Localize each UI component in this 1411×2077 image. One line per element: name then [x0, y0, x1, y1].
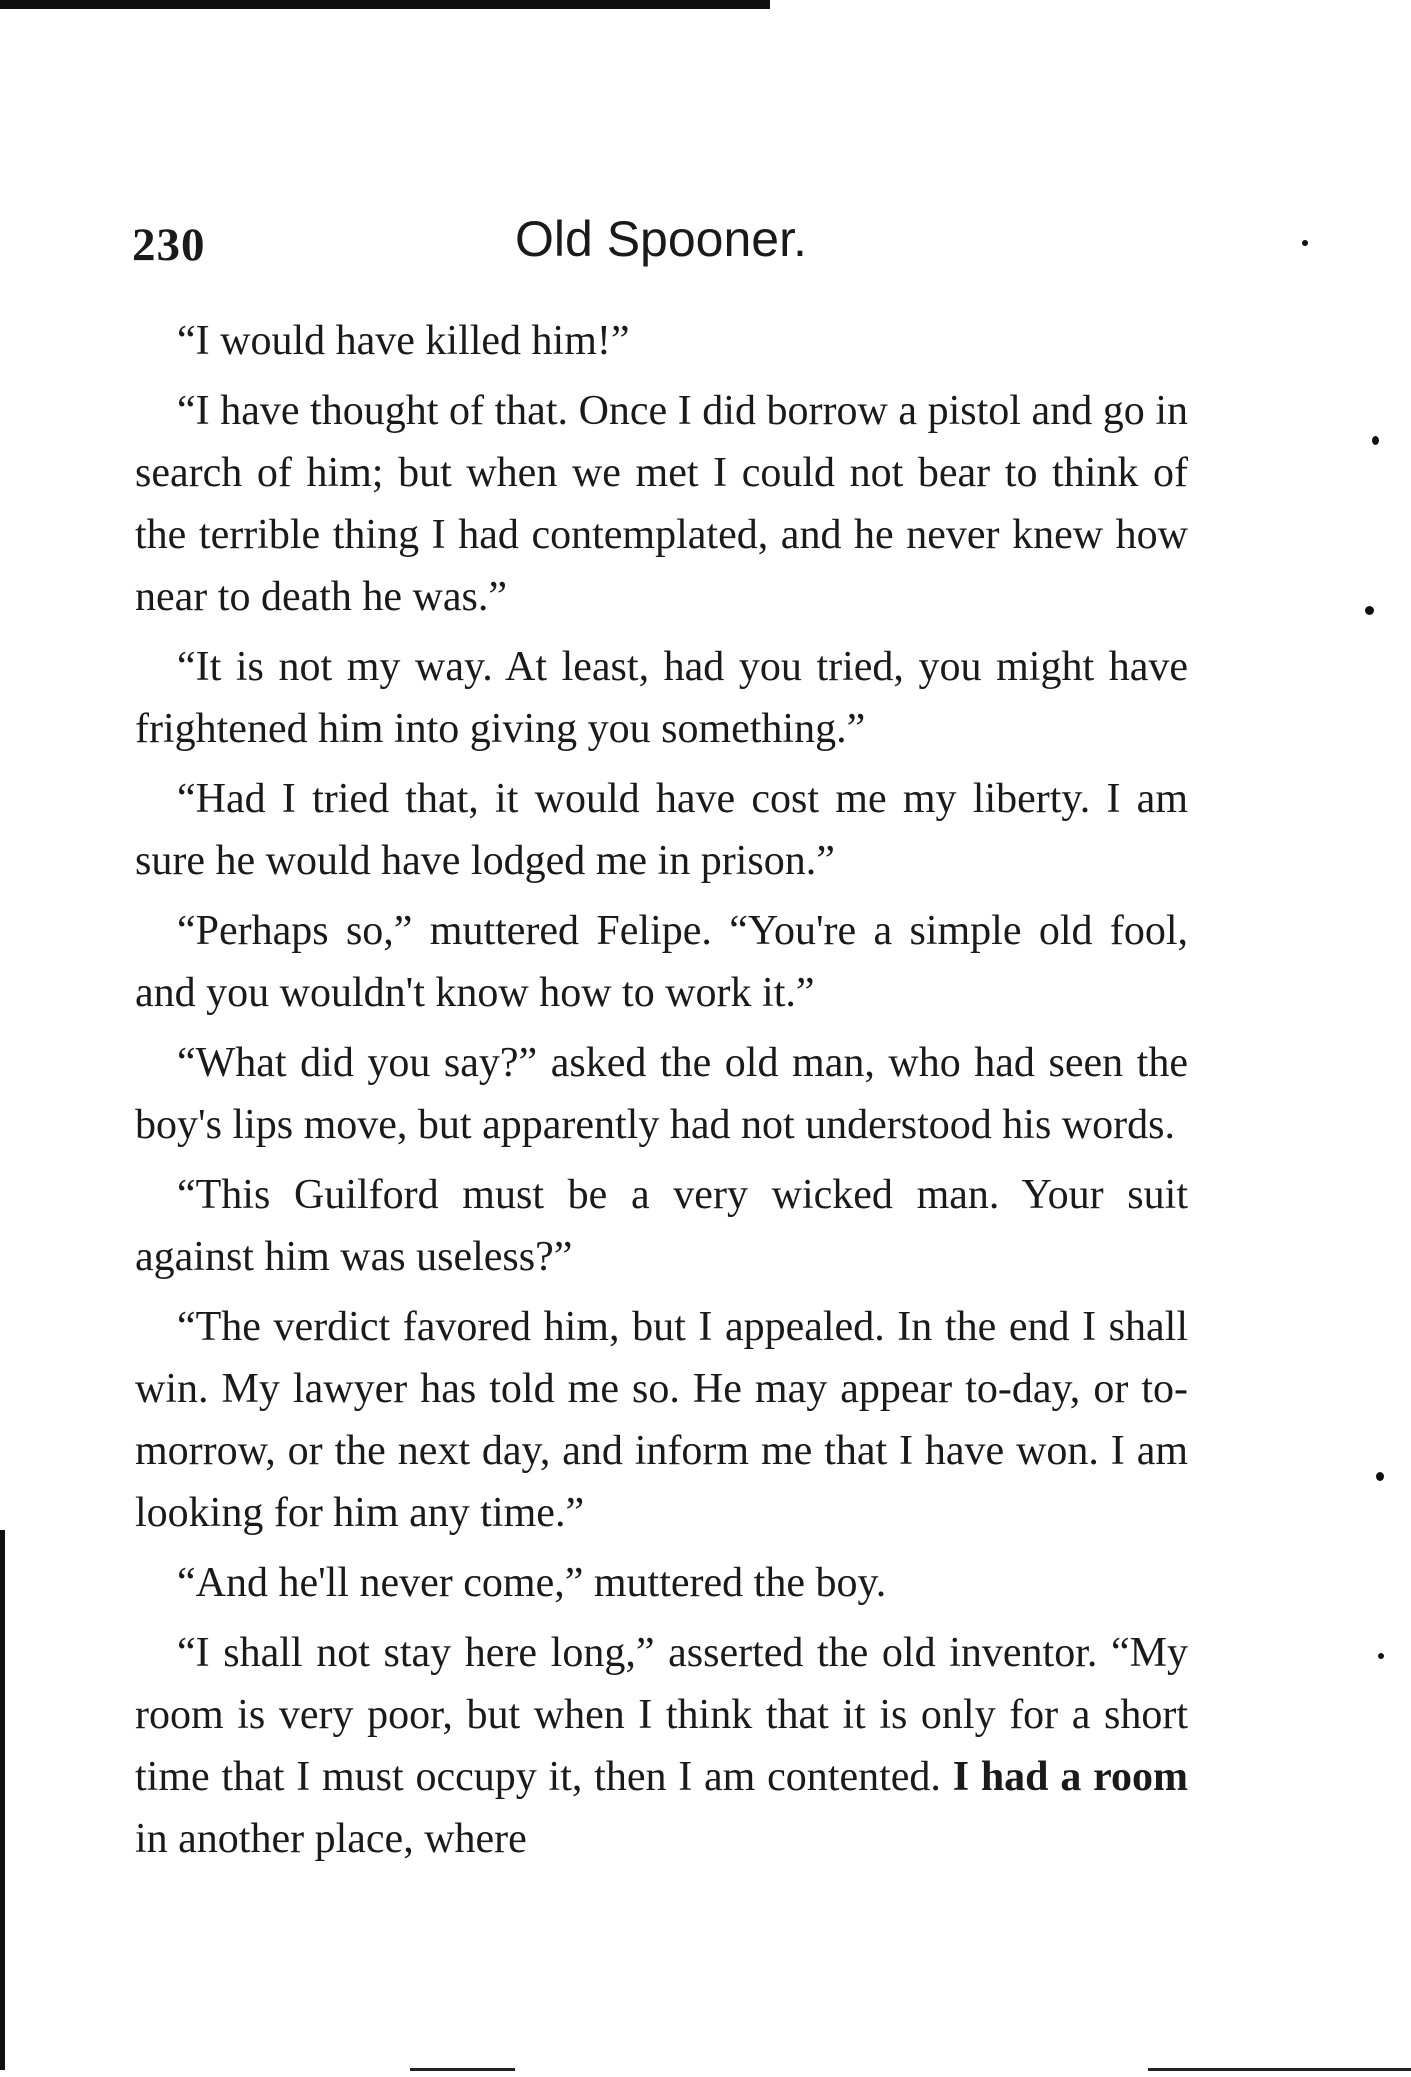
- body-text: [135, 310, 1188, 1878]
- bottom-scan-rule: [410, 2068, 515, 2071]
- paragraph-text-bold: I had a room: [952, 1754, 1188, 1800]
- paragraph-text-start: “I shall not stay here long,” asserted the old inventor. “My room is very poor, but when I think that it is only for a short time that I must occupy it, then I am contented.: [135, 1630, 1188, 1800]
- bottom-scan-rule: [1148, 2068, 1411, 2071]
- paragraph: “And he'll never come,” muttered the boy.: [177, 1560, 887, 1606]
- scan-speck: [1365, 606, 1374, 615]
- scan-speck: [1302, 240, 1308, 246]
- top-page-rule: [0, 0, 770, 9]
- running-title: Old Spooner.: [515, 211, 807, 267]
- paragraph: “The verdict favored him, but I appealed. In the end I shall win. My lawyer has told me so. He may appear to-day, or to-morrow, or the next day, and inform me that I have won. I am looking for him any time.”: [135, 1304, 1188, 1536]
- page-number: 230: [132, 219, 206, 271]
- scan-speck: [1378, 1653, 1384, 1659]
- paragraph: “I would have killed him!”: [177, 318, 630, 364]
- scan-speck: [1372, 436, 1379, 445]
- page-header: [132, 210, 1192, 270]
- paragraph-text-end: in another place, where: [135, 1816, 527, 1862]
- scan-edge-line: [0, 1530, 5, 2070]
- paragraph: “What did you say?” asked the old man, who had seen the boy's lips move, but apparently had not understood his words.: [135, 1040, 1188, 1148]
- paragraph: “Perhaps so,” muttered Felipe. “You're a simple old fool, and you wouldn't know how to work it.”: [135, 908, 1188, 1016]
- scan-speck: [1376, 1472, 1384, 1481]
- paragraph: “It is not my way. At least, had you tried, you might have frightened him into giving you something.”: [135, 644, 1188, 752]
- paragraph: “This Guilford must be a very wicked man. Your suit against him was useless?”: [135, 1172, 1188, 1280]
- paragraph: “I have thought of that. Once I did borrow a pistol and go in search of him; but when we met I could not bear to think of the terrible thing I had contemplated, and he never knew how near to death he was.”: [135, 388, 1188, 620]
- paragraph: “Had I tried that, it would have cost me my liberty. I am sure he would have lodged me in prison.”: [135, 776, 1188, 884]
- paragraph-last: [135, 1622, 1188, 1870]
